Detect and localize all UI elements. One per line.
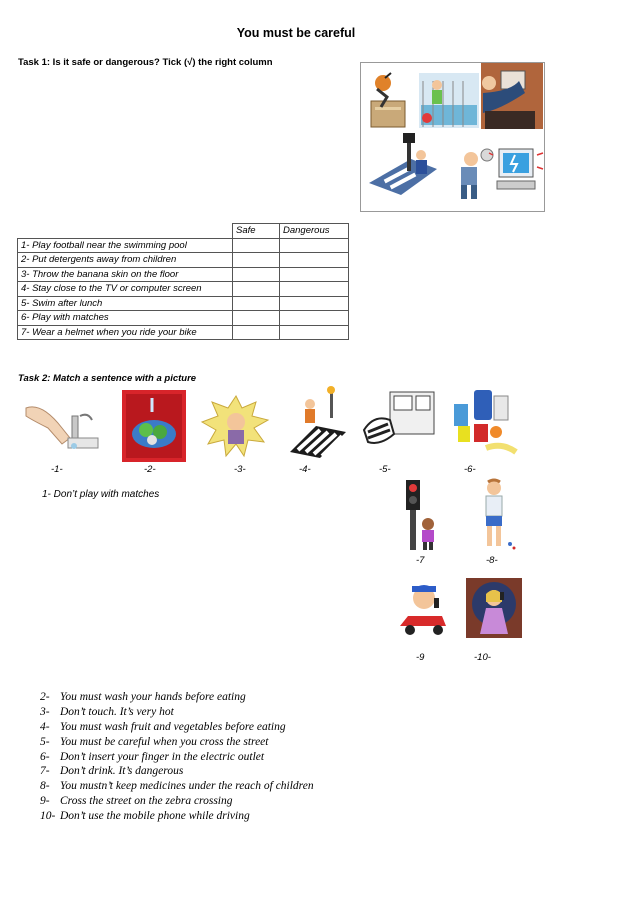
picture-label-2: -2- bbox=[144, 464, 156, 475]
table-row bbox=[18, 253, 349, 268]
first-sentence: 1- Don’t play with matches bbox=[42, 489, 160, 500]
task1-picture-collage bbox=[360, 62, 545, 212]
statement-cell: 6- Play with matches bbox=[18, 311, 233, 326]
picture-label-8: -8- bbox=[486, 555, 498, 566]
safe-tick-cell[interactable] bbox=[233, 238, 280, 253]
girl-phone-picture bbox=[466, 578, 522, 638]
statement-cell: 7- Wear a helmet when you ride your bike bbox=[18, 325, 233, 340]
dangerous-tick-cell[interactable] bbox=[280, 267, 349, 282]
table-row bbox=[18, 311, 349, 326]
list-item: 5- You must be careful when you cross the street bbox=[40, 735, 269, 748]
dangerous-tick-cell[interactable] bbox=[280, 325, 349, 340]
dangerous-tick-cell[interactable] bbox=[280, 238, 349, 253]
table-row bbox=[18, 296, 349, 311]
picture-label-9: -9 bbox=[416, 652, 425, 663]
list-item: 8- You mustn’t keep medicines under the reach of children bbox=[40, 780, 314, 793]
task2-heading: Task 2: Match a sentence with a picture bbox=[18, 373, 197, 384]
list-item: 3- Don’t touch. It’s very hot bbox=[40, 705, 174, 718]
child-boy-picture bbox=[461, 149, 493, 199]
statement-cell: 1- Play football near the swimming pool bbox=[18, 238, 233, 253]
sentence-list bbox=[40, 690, 314, 824]
column-dangerous: Dangerous bbox=[280, 224, 349, 239]
pool-football-picture bbox=[419, 73, 479, 128]
electric-outlet-picture bbox=[481, 63, 543, 129]
safe-tick-cell[interactable] bbox=[233, 253, 280, 268]
list-item: 6- Don’t insert your finger in the electric outlet bbox=[40, 750, 265, 763]
list-item: 10- Don’t use the mobile phone while driving bbox=[40, 810, 250, 823]
picture-label-10: -10- bbox=[474, 652, 491, 663]
safe-tick-cell[interactable] bbox=[233, 325, 280, 340]
safe-tick-cell[interactable] bbox=[233, 311, 280, 326]
safe-tick-cell[interactable] bbox=[233, 267, 280, 282]
dangerous-tick-cell[interactable] bbox=[280, 282, 349, 297]
dangerous-tick-cell[interactable] bbox=[280, 296, 349, 311]
medicines-detergents-picture bbox=[446, 386, 518, 460]
statement-cell: 2- Put detergents away from children bbox=[18, 253, 233, 268]
picture-label-3: -3- bbox=[234, 464, 246, 475]
computer-screen-picture bbox=[489, 149, 543, 189]
statement-cell: 4- Stay close to the TV or computer screen bbox=[18, 282, 233, 297]
safe-tick-cell[interactable] bbox=[233, 296, 280, 311]
task1-heading: Task 1: Is it safe or dangerous? Tick (√) the right column bbox=[18, 57, 273, 68]
picture-label-7: -7 bbox=[416, 555, 425, 566]
table-row bbox=[18, 267, 349, 282]
list-item: 2- You must wash your hands before eating bbox=[40, 691, 246, 703]
safe-tick-cell[interactable] bbox=[233, 282, 280, 297]
picture-label-1: -1- bbox=[51, 464, 63, 475]
table-row bbox=[18, 238, 349, 253]
table-header-row bbox=[18, 224, 349, 239]
hot-burn-picture bbox=[200, 392, 272, 460]
safe-dangerous-table bbox=[17, 223, 349, 340]
statement-cell: 3- Throw the banana skin on the floor bbox=[18, 267, 233, 282]
washing-hands-picture bbox=[22, 398, 100, 460]
picture-label-6: -6- bbox=[464, 464, 476, 475]
child-drinking-picture bbox=[478, 478, 518, 552]
statement-cell: 5- Swim after lunch bbox=[18, 296, 233, 311]
table-row bbox=[18, 325, 349, 340]
dangerous-tick-cell[interactable] bbox=[280, 311, 349, 326]
list-item: 9- Cross the street on the zebra crossing bbox=[40, 795, 233, 808]
slip-on-banana-picture bbox=[371, 73, 405, 127]
table-row bbox=[18, 282, 349, 297]
picture-label-4: -4- bbox=[299, 464, 311, 475]
list-item: 7- Don’t drink. It’s dangerous bbox=[40, 765, 184, 778]
driving-phone-picture bbox=[398, 582, 448, 638]
dangerous-tick-cell[interactable] bbox=[280, 253, 349, 268]
page-title: You must be careful bbox=[236, 26, 356, 40]
picture-label-5: -5- bbox=[379, 464, 391, 475]
column-safe: Safe bbox=[233, 224, 280, 239]
zebra-crossing-picture bbox=[369, 133, 437, 195]
washing-vegetables-picture bbox=[122, 390, 186, 462]
list-item: 4- You must wash fruit and vegetables before eating bbox=[40, 720, 286, 733]
traffic-light-picture bbox=[400, 478, 446, 552]
electric-outlet-child-picture bbox=[360, 390, 440, 456]
zebra-crossing-child-picture bbox=[286, 386, 350, 458]
